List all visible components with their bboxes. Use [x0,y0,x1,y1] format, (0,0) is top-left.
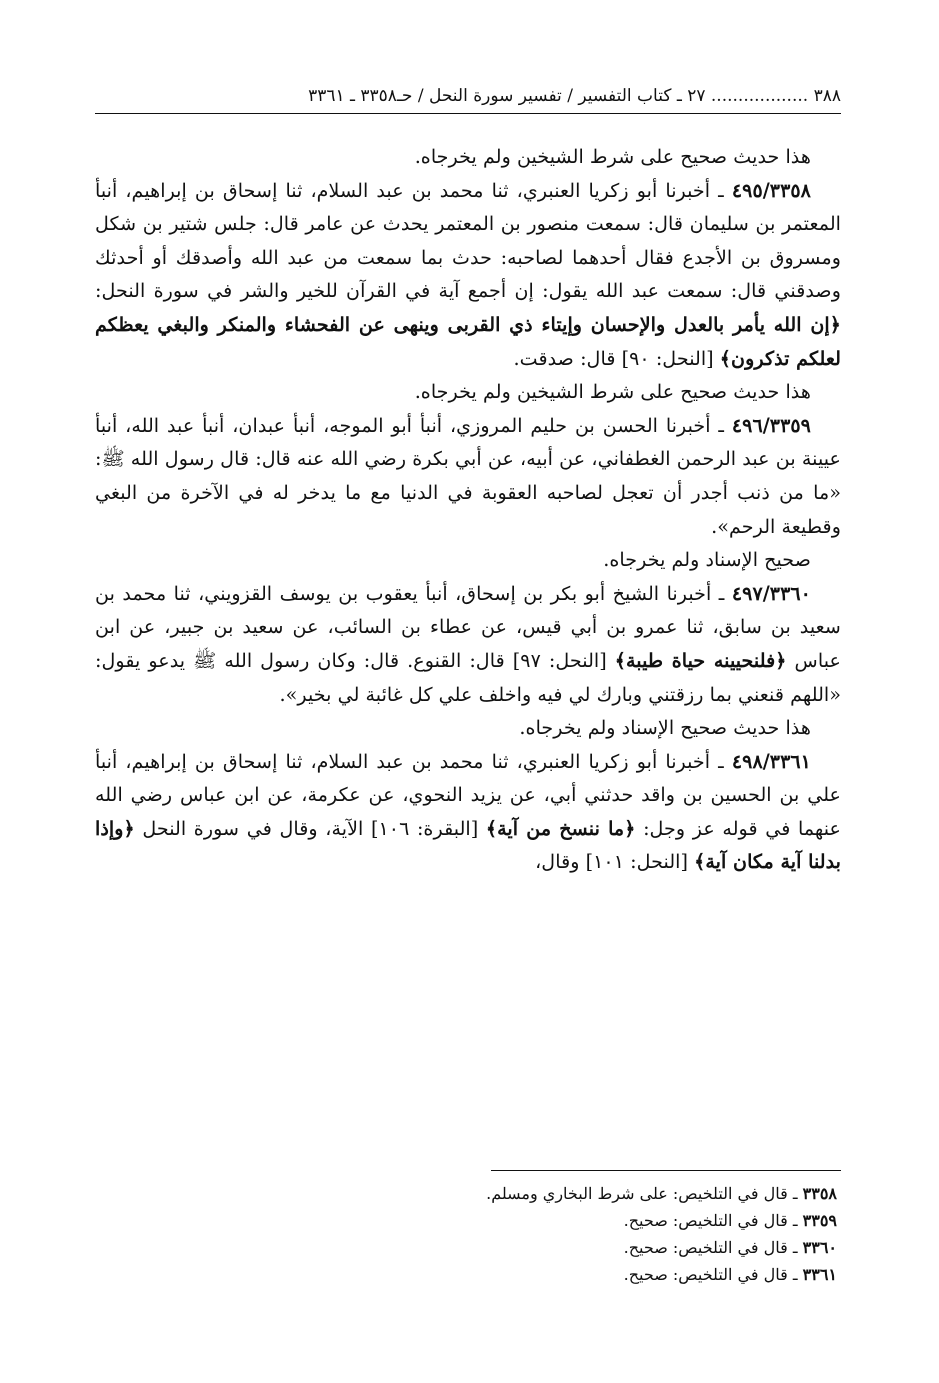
grading-note: صحيح الإسناد ولم يخرجاه. [603,548,811,572]
hadith-number: ٤٩٦/٣٣٥٩ [731,413,811,437]
quran-quote: ﴿إن الله يأمر بالعدل والإحسان وإيتاء ذي القربى وينهى عن الفحشاء والمنكر والبغي يعظكم لعلكم تذكرون﴾ [95,312,841,370]
quran-quote: ﴿وإذا بدلنا آية مكان آية﴾ [95,816,841,874]
hadith-3358: ٤٩٥/٣٣٥٨ ـ أخبرنا أبو زكريا العنبري، ثنا محمد بن عبد السلام، ثنا إسحاق بن إبراهيم، أنبأ المعتمر بن سليمان قال: سمعت منصور بن المعتمر يحدث عن عامر قال: جلس شتير بن شكل ومسروق بن الأجدع فقال أحدهما لصاحبه: حدث بما سمعت من عبد الله وأصدقك أو أحدثك وصدقني قال: سمعت عبد الله يقول: إن أجمع آية في القرآن للخير والشر في سورة النحل: ﴿إن الله يأمر بالعدل والإحسان وإيتاء ذي القربى وينهى عن الفحشاء والمنكر والبغي يعظكم لعلكم تذكرون﴾ [النحل: ٩٠] قال: صدقت. [95,178,841,370]
header-dots: .................. [710,86,809,106]
grading-note: هذا حديث صحيح على شرط الشيخين ولم يخرجاه. [414,380,811,404]
running-header [95,84,841,114]
footnote-item: ٣٣٥٩ ـ قال في التلخيص: صحيح. [623,1211,837,1230]
hadith-number: ٤٩٨/٣٣٦١ [731,749,811,773]
footnote-item: ٣٣٥٨ ـ قال في التلخيص: على شرط البخاري ومسلم. [486,1184,837,1203]
footnote-item: ٣٣٦٠ ـ قال في التلخيص: صحيح. [623,1238,837,1257]
quran-quote: ﴿فلنحيينه حياة طيبة﴾ [614,648,787,672]
hadith-number: ٤٩٥/٣٣٥٨ [731,178,811,202]
main-text [95,140,841,879]
footnotes [95,1180,841,1288]
grading-note: هذا حديث صحيح الإسناد ولم يخرجاه. [519,716,811,740]
footnote-item: ٣٣٦١ ـ قال في التلخيص: صحيح. [623,1265,837,1284]
hadith-number: ٤٩٧/٣٣٦٠ [731,581,811,605]
hadith-3359: ٤٩٦/٣٣٥٩ ـ أخبرنا الحسن بن حليم المروزي، أنبأ أبو الموجه، أنبأ عبدان، أنبأ عبد الله، أنبأ عيينة بن عبد الرحمن الغطفاني، عن أبيه، عن أبي بكرة رضي الله عنه قال: قال رسول الله ﷺ: «ما من ذنب أجدر أن تعجل لصاحبه العقوبة في الدنيا مع ما يدخر له في الآخرة من البغي وقطيعة الرحم». [95,413,841,538]
quran-quote: ﴿ما ننسخ من آية﴾ [485,816,636,840]
page-number: ٣٨٨ [813,86,841,106]
footnote-separator [491,1170,841,1171]
hadith-3361: ٤٩٨/٣٣٦١ ـ أخبرنا أبو زكريا العنبري، ثنا محمد بن عبد السلام، ثنا إسحاق بن إبراهيم، أنبأ علي بن الحسين بن واقد حدثني أبي، عن يزيد النحوي، عن عكرمة، عن ابن عباس رضي الله عنهما في قوله عز وجل: ﴿ما ننسخ من آية﴾ [البقرة: ١٠٦] الآية، وقال في سورة النحل ﴿وإذا بدلنا آية مكان آية﴾ [النحل: ١٠١] وقال، [95,749,842,874]
running-title: ٢٧ ـ كتاب التفسير / تفسير سورة النحل / حـ٣٣٥٨ ـ ٣٣٦١ [308,86,706,106]
grading-note: هذا حديث صحيح على شرط الشيخين ولم يخرجاه. [414,145,811,168]
hadith-3360: ٤٩٧/٣٣٦٠ ـ أخبرنا الشيخ أبو بكر بن إسحاق، أنبأ يعقوب بن يوسف القزويني، ثنا محمد بن سعيد بن سابق، ثنا عمرو بن أبي قيس، عن عطاء بن السائب، عن سعيد بن جبير، عن ابن عباس ﴿فلنحيينه حياة طيبة﴾ [النحل: ٩٧] قال: القنوع. قال: وكان رسول الله ﷺ يدعو يقول: «اللهم قنعني بما رزقتني وبارك لي فيه واخلف علي كل غائبة لي بخير». [95,581,842,706]
